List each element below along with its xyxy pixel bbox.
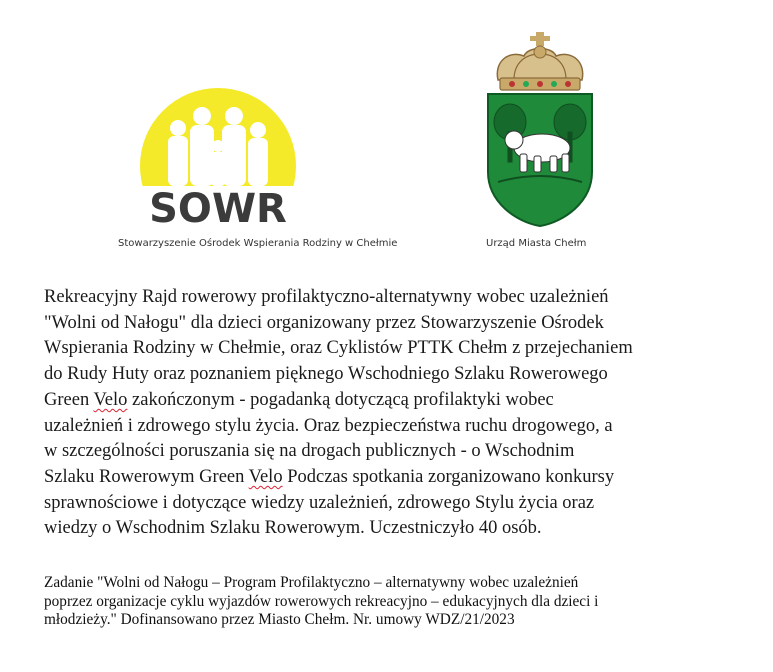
- sowr-logo: [138, 86, 298, 230]
- crown-icon: [497, 32, 582, 90]
- paragraph-line: Wspierania Rodziny w Chełmie, oraz Cyklistów PTTK Chełm z przejechaniem: [44, 338, 633, 359]
- paragraph-line: [44, 388, 744, 414]
- footnote-line: młodzieży." Dofinansowano przez Miasto Chełm. Nr. umowy WDZ/21/2023: [44, 611, 515, 628]
- paragraph-line: Rekreacyjny Rajd rowerowy profilaktyczno-alternatywny wobec uzależnień: [44, 287, 609, 307]
- city-caption: Urząd Miasta Chełm: [486, 238, 587, 249]
- announcement-paragraph: [44, 285, 744, 542]
- line-text: Green: [44, 389, 94, 410]
- funding-footnote: [44, 574, 744, 630]
- footnote-line: poprzez organizacje cyklu wyjazdów rowerowych rekreacyjno – edukacyjnych dla dzieci i: [44, 592, 599, 610]
- spellcheck-word: Velo: [93, 389, 128, 410]
- sowr-wordmark: SOWR: [149, 186, 287, 230]
- footnote-line: Zadanie "Wolni od Nałogu – Program Profilaktyczno – alternatywny wobec uzależnień: [44, 574, 579, 591]
- chelm-crest: [484, 32, 596, 228]
- paragraph-line: do Rudy Huty oraz poznaniem pięknego Wschodniego Szlaku Rowerowego: [44, 364, 608, 385]
- paragraph-line: [44, 465, 744, 491]
- line-text: zakończonym - pogadanką dotyczącą profilaktyki wobec: [127, 389, 554, 410]
- spellcheck-word: Velo: [248, 466, 283, 487]
- sowr-caption: Stowarzyszenie Ośrodek Wspierania Rodziny w Chełmie: [118, 238, 398, 249]
- paragraph-line: w szczególności poruszania się na drogach publicznych - o Wschodnim: [44, 441, 575, 462]
- line-text: Podczas spotkania zorganizowano konkursy: [282, 466, 615, 487]
- paragraph-line: sprawnościowe i dotyczące wiedzy uzależnień, zdrowego Stylu życia oraz: [44, 492, 595, 513]
- paragraph-line: wiedzy o Wschodnim Szlaku Rowerowym. Uczestniczyło 40 osób.: [44, 518, 542, 539]
- line-text: Szlaku Rowerowym Green: [44, 466, 249, 487]
- paragraph-line: "Wolni od Nałogu" dla dzieci organizowany przez Stowarzyszenie Ośrodek: [44, 312, 604, 333]
- paragraph-line: uzależnień i zdrowego stylu życia. Oraz bezpieczeństwa ruchu drogowego, a: [44, 415, 613, 436]
